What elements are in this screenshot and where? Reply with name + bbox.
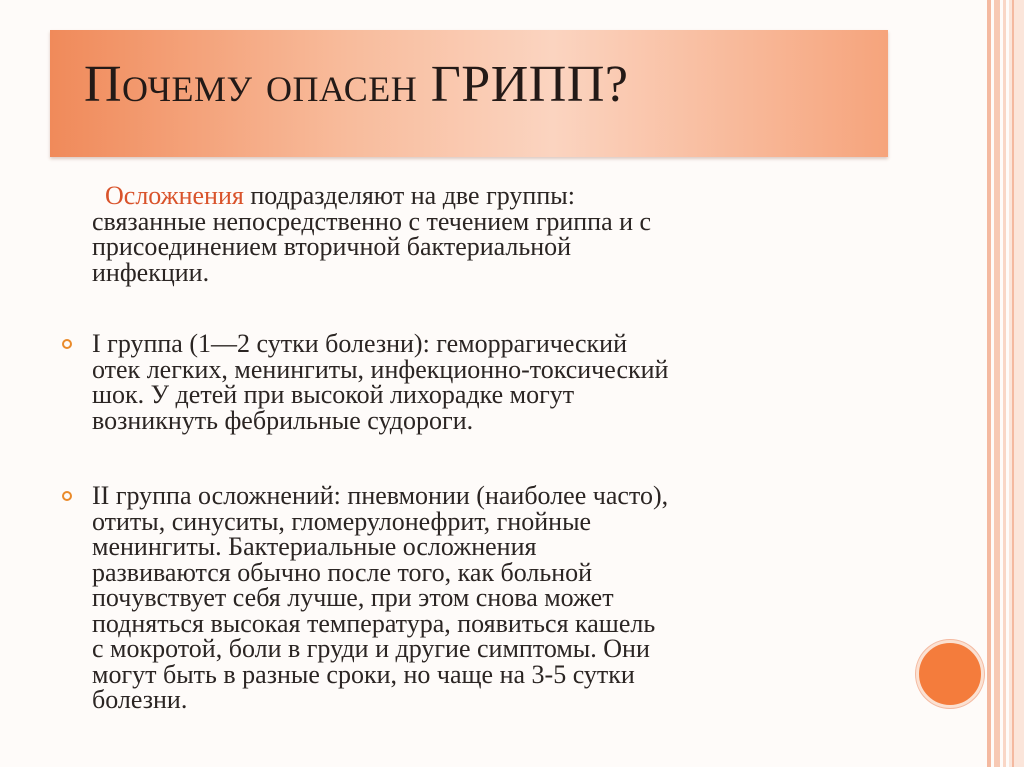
bullet-2-line: болезни. xyxy=(92,685,188,714)
intro-accent-word: Осложнения xyxy=(105,181,244,210)
bullet-paragraph-group-2 xyxy=(92,483,892,713)
bullet-2-line: подняться высокая температура, появиться кашель xyxy=(92,608,656,638)
bullet-circle-icon xyxy=(62,491,72,501)
bullet-1-line: I группа (1—2 сутки болезни): геморрагический xyxy=(92,329,628,358)
intro-line-3: присоединением вторичной бактериальной xyxy=(92,232,572,261)
bullet-1-line: шок. У детей при высокой лихорадке могут xyxy=(92,380,575,409)
bullet-2-line: могут быть в разные сроки, но чаще на 3-5 сутки xyxy=(92,659,635,689)
bullet-1-line: возникнуть фебрильные судороги. xyxy=(92,405,474,435)
decorative-stripe xyxy=(1003,0,1006,767)
intro-line-1: подразделяют на две группы: xyxy=(243,181,575,210)
bullet-circle-icon xyxy=(62,339,72,349)
intro-line-4: инфекции. xyxy=(92,257,210,287)
bullet-2-line: II группа осложнений: пневмонии (наиболее часто), xyxy=(92,481,669,510)
decorative-orange-circle xyxy=(916,640,984,708)
slide-title: Почему опасен ГРИПП? xyxy=(84,56,629,113)
bullet-2-line: отиты, синуситы, гломерулонефрит, гнойные xyxy=(92,506,592,536)
intro-paragraph xyxy=(92,183,892,285)
bullet-paragraph-group-1 xyxy=(92,331,892,433)
bullet-1-line: отек легких, менингиты, инфекционно-токсический xyxy=(92,354,669,384)
decorative-stripe xyxy=(1012,0,1014,767)
bullet-2-line: менингиты. Бактериальные осложнения xyxy=(92,532,537,561)
bullet-2-line: с мокротой, боли в груди и другие симптомы. Они xyxy=(92,634,650,663)
decorative-stripe xyxy=(987,0,991,767)
bullet-2-line: развиваются обычно после того, как больной xyxy=(92,557,593,587)
intro-line-2: связанные непосредственно с течением гриппа и с xyxy=(92,206,652,236)
bullet-2-line: почувствует себя лучше, при этом снова может xyxy=(92,583,614,612)
decorative-stripe xyxy=(994,0,1000,767)
